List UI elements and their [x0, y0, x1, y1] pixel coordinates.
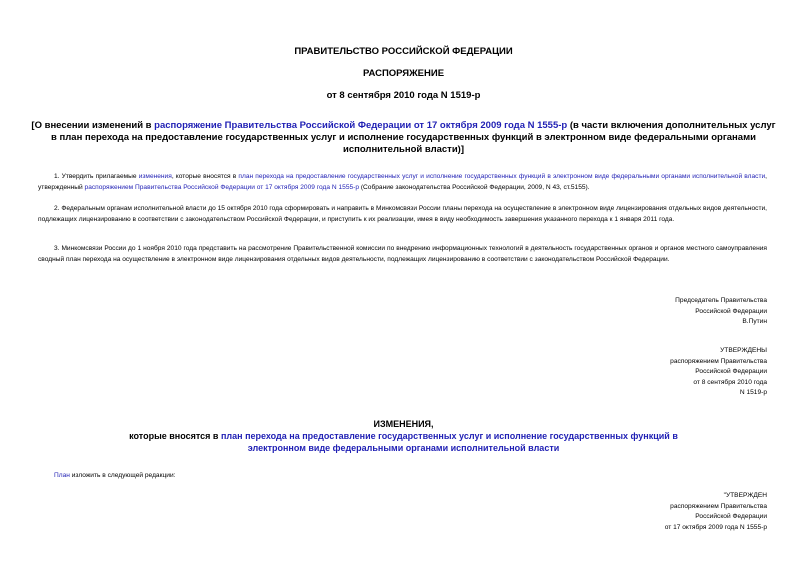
- title-rest: (в части включения дополнительных услуг в план перехода на предоставление государственных услуг и исполнение государственных функций в электронном виде федеральными органами исполнительной власти)]: [51, 120, 776, 155]
- approved2-line-3: Российской Федерации: [695, 513, 767, 520]
- plan-instruction: [54, 471, 175, 481]
- changes-subheading: [120, 430, 687, 454]
- p1-text-a: 1. Утвердить прилагаемые: [54, 173, 139, 180]
- paragraph-2: 2. Федеральным органам исполнительной власти до 15 октября 2010 года сформировать и направить в Минкомсвязи России планы перехода на осуществление в электронном виде лицензирования отдельных видов деятельности, подлежащих лицензированию в соответствии с законодательством Российской Федерации, и приступить к их реализации, имея в виду необходимость завершения указанного перехода к 1 января 2011 года.: [38, 205, 767, 223]
- changes-heading: ИЗМЕНЕНИЯ,: [373, 419, 434, 429]
- p1-text-c: , утвержденный: [38, 173, 767, 191]
- plan-link[interactable]: План: [54, 472, 70, 479]
- changes-sub-plain: которые вносятся в: [129, 431, 221, 441]
- approved2-line-2: распоряжением Правительства: [670, 502, 767, 510]
- link-changes[interactable]: изменения: [138, 173, 172, 180]
- approved-block: [670, 346, 767, 399]
- signature-line-3: В.Путин: [742, 318, 767, 325]
- paragraph-1: [38, 171, 767, 193]
- changes-plan-link[interactable]: план перехода на предоставление государственных услуг и исполнение государственных функций в электронном виде федеральными органами исполнительной власти: [220, 431, 678, 453]
- approved-line-5: N 1519-р: [739, 389, 767, 396]
- signature-line-1: Председатель Правительства: [675, 297, 767, 304]
- approved2-line-1: "УТВЕРЖДЕН: [723, 492, 767, 499]
- document-title: [30, 120, 777, 156]
- paragraph-3: 3. Минкомсвязи России до 1 ноября 2010 года представить на рассмотрение Правительственной комиссии по внедрению информационных технологий в деятельность государственных органов и органов местного самоуправления сводный план перехода на осуществление в электронном виде лицензирования отдельных видов деятельности, подлежащих лицензированию в соответствии с законодательством Российской Федерации.: [38, 245, 767, 263]
- title-link-order-1555[interactable]: распоряжение Правительства Российской Федерации от 17 октября 2009 года N 1555-р: [154, 120, 568, 131]
- document-date-number: от 8 сентября 2010 года N 1519-р: [326, 90, 481, 101]
- approved-2010-block: [665, 491, 767, 533]
- government-heading: ПРАВИТЕЛЬСТВО РОССИЙСКОЙ ФЕДЕРАЦИИ: [294, 46, 513, 57]
- link-transition-plan[interactable]: план перехода на предоставление государственных услуг и исполнение государственных функций в электронном виде федеральными органами исполнительной власти: [238, 173, 766, 180]
- approved2-line-4: от 17 октября 2009 года N 1555-р: [664, 523, 767, 531]
- approved-line-1: УТВЕРЖДЕНЫ: [720, 347, 767, 354]
- signature-block: [675, 296, 767, 328]
- approved-line-2: распоряжением Правительства: [670, 357, 767, 365]
- title-open: [О внесении изменений в: [31, 120, 155, 131]
- approved-line-3: Российской Федерации: [695, 368, 767, 375]
- link-order-1555[interactable]: распоряжением Правительства Российской Федерации от 17 октября 2009 года N 1555-р: [84, 184, 360, 191]
- p1-text-b: , которые вносятся в: [171, 173, 239, 180]
- plan-instruction-text: изложить в следующей редакции:: [69, 472, 176, 479]
- p1-text-d: (Собрание законодательства Российской Федерации, 2009, N 43, ст.5155).: [359, 184, 590, 191]
- signature-line-2: Российской Федерации: [695, 307, 767, 315]
- approved-line-4: от 8 сентября 2010 года: [693, 378, 767, 386]
- document-type: РАСПОРЯЖЕНИЕ: [362, 68, 445, 79]
